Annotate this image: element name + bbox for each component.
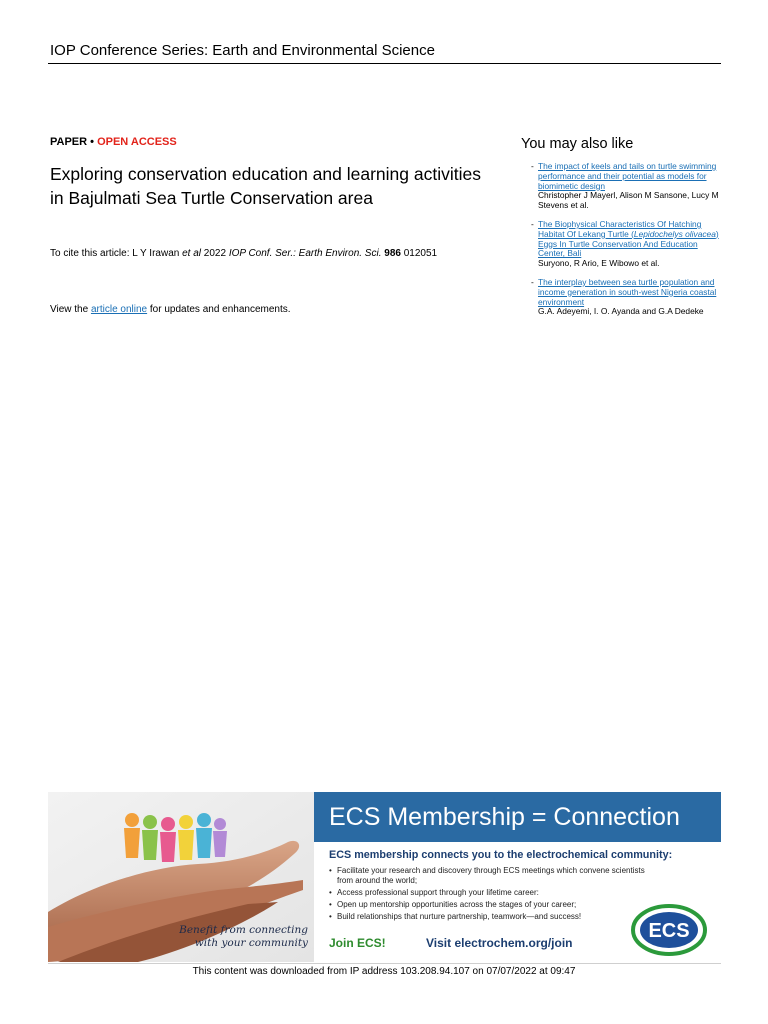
citation-line (50, 248, 437, 259)
cite-prefix: To cite this article: L Y Irawan (50, 248, 183, 259)
related-item-link[interactable]: The interplay between sea turtle population and income generation in south-west Nigeria coastal environment (538, 276, 717, 307)
related-item-authors: Suryono, R Ario, E Wibowo et al. (538, 258, 660, 269)
article-online-link[interactable]: article online (90, 304, 148, 315)
related-item-link[interactable]: The impact of keels and tails on turtle swimming performance and their potential as models for biomimetic design (538, 161, 717, 191)
cite-article-number: 012051 (400, 248, 438, 259)
view-online-line (50, 304, 291, 315)
label-separator: • (87, 136, 98, 148)
banner-subheadline: ECS membership connects you to the electrochemical community: (329, 849, 673, 861)
related-articles-list (531, 161, 723, 326)
related-item-authors: G.A. Adeyemi, I. O. Ayanda and G.A Dedeke (538, 306, 704, 317)
banner-headline: ECS Membership = Connection (314, 792, 721, 842)
view-prefix: View the (50, 304, 91, 315)
benefit-item: • Facilitate your research and discovery through ECS meetings which convene scientists from around the world; (329, 866, 649, 885)
related-item: - The Biophysical Characteristics Of Hatching Habitat Of Lekang Turtle (Lepidochelys olivacea) Eggs In Turtle Conservation And Education Center, Bali Suryono, R Ario, E Wibowo et al. (531, 218, 719, 269)
visit-ecs-link[interactable]: Visit electrochem.org/join (426, 936, 573, 950)
article-title: Exploring conservation education and learning activities in Bajulmati Sea Turtle Conservation area (50, 164, 481, 208)
benefit-item: • Access professional support through your lifetime career: (329, 888, 649, 898)
related-heading: You may also like (521, 136, 634, 152)
banner-tagline: Benefit from connecting with your community (179, 924, 308, 949)
paper-label-text: PAPER (50, 136, 88, 148)
benefit-item: • Build relationships that nurture partnership, teamwork—and success! (329, 912, 649, 922)
join-ecs-link[interactable]: Join ECS! (329, 936, 386, 950)
banner-panel (314, 792, 721, 962)
open-access-badge: OPEN ACCESS (97, 136, 177, 148)
related-item: - The impact of keels and tails on turtle swimming performance and their potential as models for biomimetic design Christopher J Mayerl, Alison M Sansone, Lucy M Stevens et al. (531, 161, 719, 211)
footer-divider (48, 963, 721, 964)
cite-year: 2022 (201, 248, 229, 259)
benefit-item: • Open up mentorship opportunities across the stages of your career; (329, 900, 649, 910)
cite-journal: IOP Conf. Ser.: Earth Environ. Sci. (228, 248, 382, 259)
banner-benefits-list (329, 866, 649, 924)
cite-volume: 986 (384, 248, 401, 259)
paper-type-label (50, 136, 177, 148)
ecs-logo-text: ECS (648, 920, 690, 942)
view-suffix: for updates and enhancements. (147, 304, 291, 315)
header-divider (48, 63, 721, 64)
ecs-membership-banner[interactable] (48, 792, 721, 962)
related-item: - The interplay between sea turtle population and income generation in south-west Nigeria coastal environment G.A. Adeyemi, I. O. Ayanda and G.A Dedeke (531, 276, 717, 317)
related-item-link[interactable]: The Biophysical Characteristics Of Hatching Habitat Of Lekang Turtle (Lepidochelys olivacea) Eggs In Turtle Conservation And Education Center, Bali (538, 218, 719, 259)
journal-title: IOP Conference Series: Earth and Environmental Science (50, 42, 435, 59)
related-item-authors: Christopher J Mayerl, Alison M Sansone, Lucy M Stevens et al. (538, 190, 719, 211)
banner-photo (48, 792, 314, 962)
ecs-logo-icon (631, 904, 707, 956)
cite-etal: et al (182, 248, 202, 259)
download-notice: This content was downloaded from IP address 103.208.94.107 on 07/07/2022 at 09:47 (192, 966, 576, 977)
